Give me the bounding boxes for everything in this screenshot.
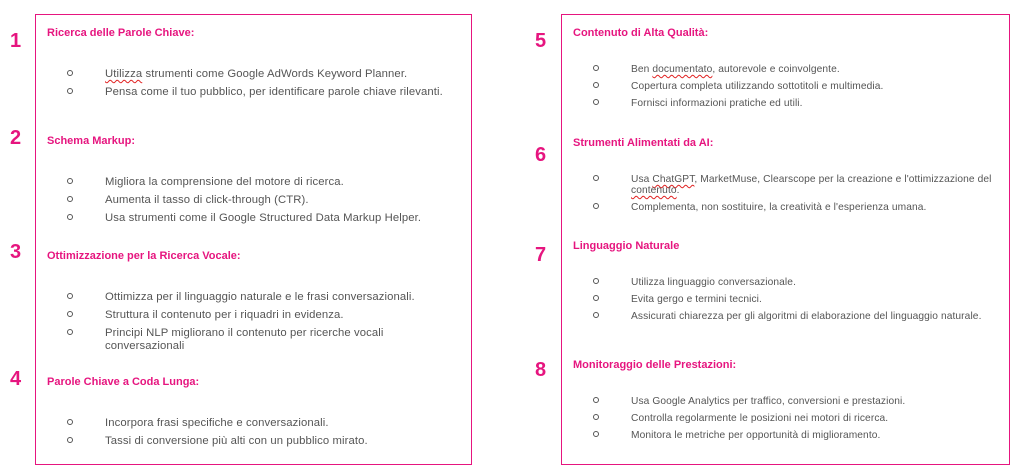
list-item-text: Aumenta il tasso di click-through (CTR). [105, 194, 309, 206]
list-item-text: Utilizza strumenti come Google AdWords Keyword Planner. [105, 68, 408, 80]
right-content-box [561, 14, 1010, 465]
section-number-7: 7 [535, 244, 547, 266]
list-item-text: Incorpora frasi specifiche e conversazionali. [105, 417, 329, 429]
section-voice-search [47, 249, 457, 358]
section-number-8: 8 [535, 359, 547, 381]
list-item [47, 176, 457, 189]
section-number-4: 4 [10, 368, 22, 390]
circle-bullet-icon [67, 70, 73, 76]
circle-bullet-icon [67, 419, 73, 425]
list-item [47, 194, 457, 207]
list-item-text: Evita gergo e termini tecnici. [631, 294, 762, 305]
section-title: Strumenti Alimentati da AI: [573, 137, 714, 149]
section-number-5: 5 [535, 30, 547, 52]
circle-bullet-icon [67, 88, 73, 94]
spellcheck-word: Utilizza [105, 68, 143, 80]
circle-bullet-icon [593, 397, 599, 403]
list-item [573, 277, 998, 288]
circle-bullet-icon [593, 203, 599, 209]
list-item [47, 291, 457, 304]
section-schema-markup [47, 134, 457, 230]
section-title: Ricerca delle Parole Chiave: [47, 27, 195, 39]
section-title: Linguaggio Naturale [573, 240, 680, 252]
circle-bullet-icon [67, 196, 73, 202]
list-item-text: Usa ChatGPT, MarketMuse, Clearscope per la creazione e l'ottimizzazione del contenuto. [631, 174, 992, 196]
section-number-3: 3 [10, 241, 22, 263]
section-quality-content [573, 26, 998, 115]
section-natural-language [573, 239, 998, 328]
circle-bullet-icon [67, 329, 73, 335]
circle-bullet-icon [593, 414, 599, 420]
circle-bullet-icon [67, 293, 73, 299]
bullet-list [573, 277, 998, 322]
section-performance-monitoring [573, 358, 998, 447]
spellcheck-word: documentato [652, 64, 713, 75]
list-item-text: Controlla regolarmente le posizioni nei motori di ricerca. [631, 413, 889, 424]
list-item-text: Tassi di conversione più alti con un pubblico mirato. [105, 435, 368, 447]
list-item-text: Assicurati chiarezza per gli algoritmi di elaborazione del linguaggio naturale. [631, 311, 982, 322]
list-item [47, 435, 457, 448]
section-title: Contenuto di Alta Qualità: [573, 27, 709, 39]
list-item [573, 396, 998, 407]
list-item [47, 86, 457, 99]
section-number-2: 2 [10, 127, 22, 149]
list-item [573, 64, 998, 75]
section-number-6: 6 [535, 144, 547, 166]
circle-bullet-icon [67, 437, 73, 443]
section-ai-tools [573, 136, 998, 219]
list-item [47, 327, 457, 353]
list-item [573, 81, 998, 92]
list-item [573, 174, 998, 196]
list-item [573, 311, 998, 322]
circle-bullet-icon [593, 65, 599, 71]
circle-bullet-icon [67, 311, 73, 317]
circle-bullet-icon [67, 178, 73, 184]
list-item [47, 212, 457, 225]
bullet-list [47, 176, 457, 225]
circle-bullet-icon [593, 312, 599, 318]
spellcheck-word: contenuto [631, 185, 677, 196]
list-item [573, 294, 998, 305]
list-item-text: Complementa, non sostituire, la creatività e l'esperienza umana. [631, 202, 927, 213]
list-item [47, 68, 457, 81]
spellcheck-word: ChatGPT [652, 174, 695, 185]
bullet-list [573, 64, 998, 109]
list-item [573, 413, 998, 424]
section-long-tail-keywords [47, 375, 457, 453]
section-title: Parole Chiave a Coda Lunga: [47, 376, 200, 388]
section-title: Ottimizzazione per la Ricerca Vocale: [47, 250, 241, 262]
list-item-text: Ottimizza per il linguaggio naturale e le frasi conversazionali. [105, 291, 415, 303]
bullet-list [573, 174, 998, 213]
list-item [573, 202, 998, 213]
list-item-text: Fornisci informazioni pratiche ed utili. [631, 98, 803, 109]
section-number-1: 1 [10, 30, 22, 52]
list-item [47, 309, 457, 322]
bullet-list [573, 396, 998, 441]
list-item-text: Struttura il contenuto per i riquadri in evidenza. [105, 309, 344, 321]
list-item-text: Migliora la comprensione del motore di ricerca. [105, 176, 344, 188]
list-item-text: Monitora le metriche per opportunità di miglioramento. [631, 430, 881, 441]
circle-bullet-icon [593, 278, 599, 284]
list-item-text: Principi NLP migliorano il contenuto per ricerche vocali conversazionali [105, 327, 384, 352]
list-item [573, 98, 998, 109]
circle-bullet-icon [67, 214, 73, 220]
section-title: Monitoraggio delle Prestazioni: [573, 359, 737, 371]
list-item-text: Utilizza linguaggio conversazionale. [631, 277, 796, 288]
list-item [573, 430, 998, 441]
circle-bullet-icon [593, 175, 599, 181]
circle-bullet-icon [593, 295, 599, 301]
circle-bullet-icon [593, 99, 599, 105]
list-item-text: Pensa come il tuo pubblico, per identificare parole chiave rilevanti. [105, 86, 443, 98]
list-item-text: Usa Google Analytics per traffico, conversioni e prestazioni. [631, 396, 906, 407]
circle-bullet-icon [593, 431, 599, 437]
list-item [47, 417, 457, 430]
left-content-box [35, 14, 472, 465]
bullet-list [47, 417, 457, 448]
bullet-list [47, 291, 457, 353]
list-item-text: Usa strumenti come il Google Structured Data Markup Helper. [105, 212, 422, 224]
list-item-text: Ben documentato, autorevole e coinvolgente. [631, 64, 840, 75]
section-keyword-research [47, 26, 457, 104]
section-title: Schema Markup: [47, 135, 136, 147]
bullet-list [47, 68, 457, 99]
circle-bullet-icon [593, 82, 599, 88]
list-item-text: Copertura completa utilizzando sottotitoli e multimedia. [631, 81, 884, 92]
